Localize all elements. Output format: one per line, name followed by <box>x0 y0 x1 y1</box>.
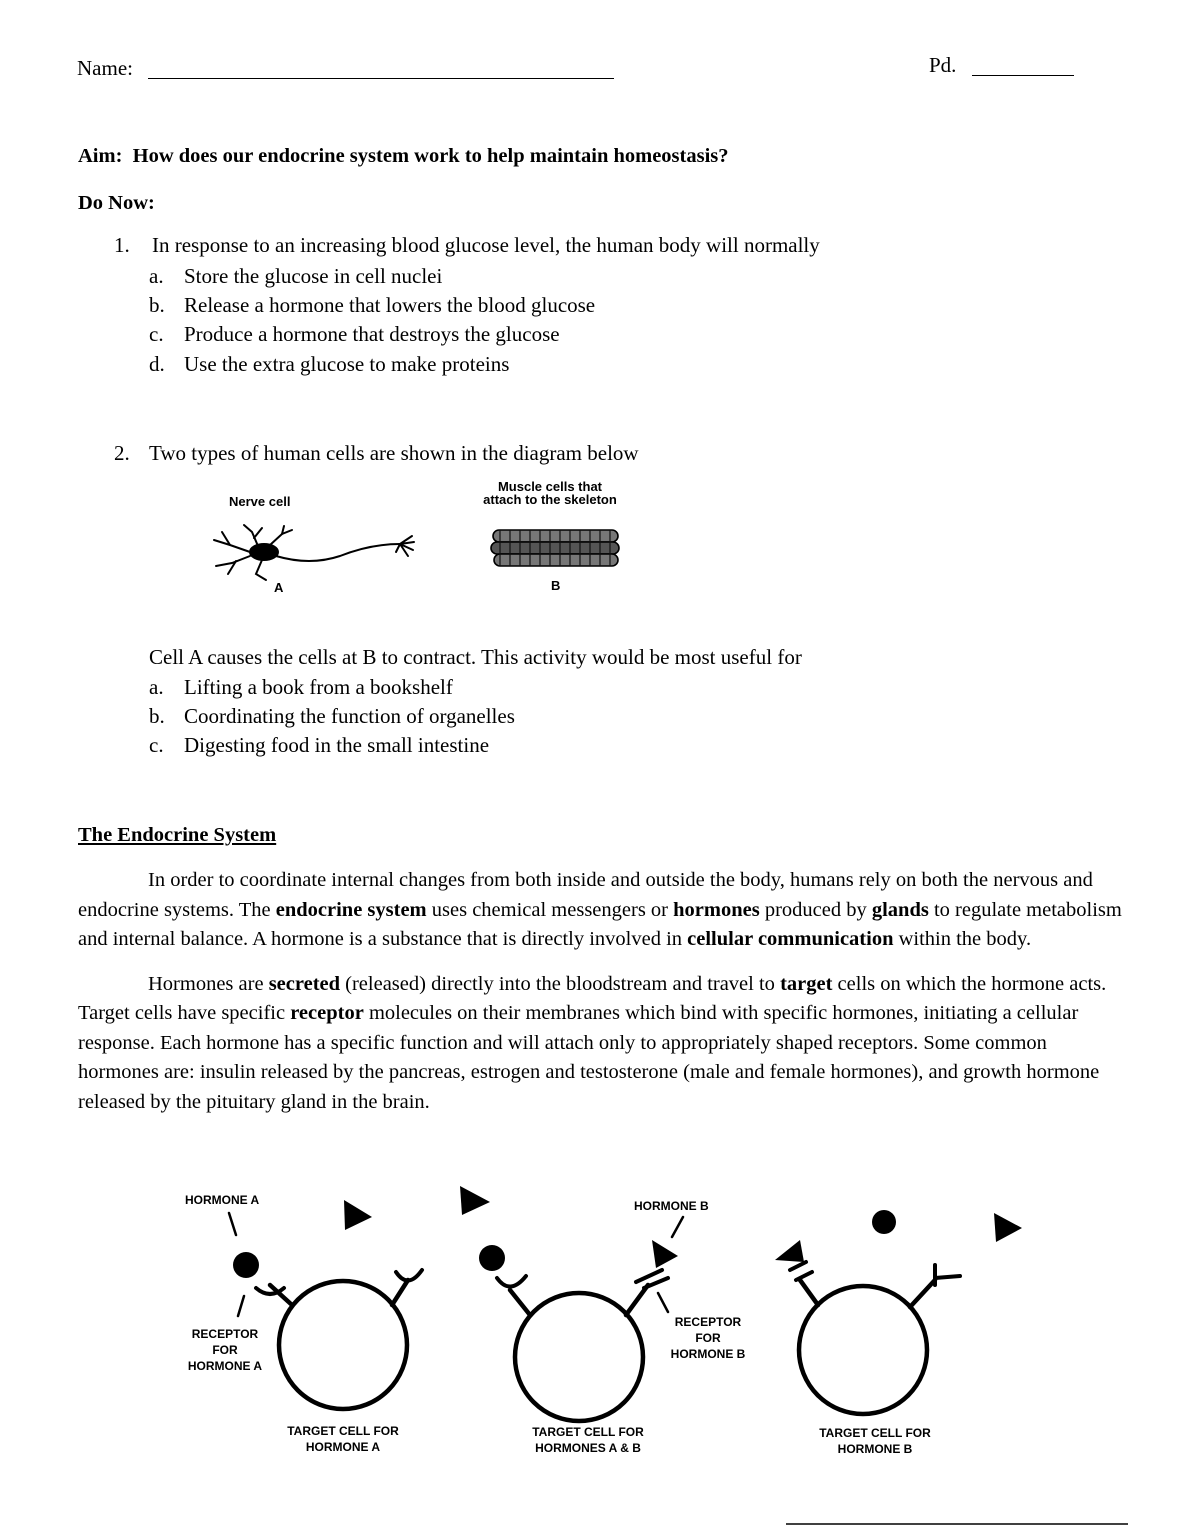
q1-choice-c-letter: c. <box>149 322 164 346</box>
q2-choice-c[interactable]: Digesting food in the small intestine <box>184 733 490 757</box>
p1-run-8: within the body. <box>893 928 1032 950</box>
p1-run-0: In order to coordinate internal changes from both inside and outside the body, humans rely on both the nervous and endocrine systems. The <box>78 869 1093 921</box>
hormone-a-molecule-2 <box>479 1245 505 1271</box>
cell-1-caption-line-2: HORMONE A <box>305 1440 381 1454</box>
muscle-cell-drawing <box>491 530 619 566</box>
cell-2-caption <box>513 1424 663 1456</box>
q2-choice-c-letter: c. <box>149 733 164 757</box>
p2-run-4: cells on which the hormone acts. Target cells have specific <box>78 972 1107 1024</box>
cell-b-label: B <box>551 578 561 593</box>
hormone-b-molecule-2 <box>460 1186 490 1215</box>
q1-choice-b[interactable]: Release a hormone that lowers the blood glucose <box>184 293 596 317</box>
p2-run-0: Hormones are <box>148 972 269 995</box>
q1-choice-a[interactable]: Store the glucose in cell nuclei <box>184 264 443 288</box>
hormone-b-molecule-3 <box>652 1240 678 1268</box>
target-cell-2 <box>515 1293 643 1421</box>
cell-2-caption-line-1: TARGET CELL FOR <box>532 1425 644 1439</box>
q1-choice-b-letter: b. <box>149 293 165 317</box>
receptor-b-line-2: FOR <box>695 1331 721 1345</box>
p2-run-2: (released) directly into the bloodstream and travel to <box>340 972 781 995</box>
cell-1-caption-line-1: TARGET CELL FOR <box>287 1424 399 1438</box>
p1-run-7: cellular communication <box>687 928 894 950</box>
cell-3-caption-line-1: TARGET CELL FOR <box>819 1426 931 1440</box>
q2-choice-a-letter: a. <box>149 675 164 699</box>
hormone-a-label: HORMONE A <box>185 1193 260 1207</box>
q2-stem: Two types of human cells are shown in the diagram below <box>149 441 639 465</box>
period-label: Pd. <box>929 53 957 77</box>
paragraph-1 <box>78 866 1128 955</box>
q1-choice-c[interactable]: Produce a hormone that destroys the glucose <box>184 322 560 346</box>
receptor-a-line-1: RECEPTOR <box>191 1327 259 1341</box>
q1-choice-d-letter: d. <box>149 352 165 376</box>
p1-run-1: endocrine system <box>275 898 427 921</box>
muscle-cell-label-1: Muscle cells that <box>497 479 603 494</box>
q2-choice-a[interactable]: Lifting a book from a bookshelf <box>184 675 453 699</box>
hormone-b-molecule-5 <box>994 1213 1022 1242</box>
p1-run-5: glands <box>871 898 929 921</box>
hormone-b-label: HORMONE B <box>634 1199 709 1213</box>
cell-a-label: A <box>274 580 284 595</box>
p2-run-3: target <box>780 972 833 995</box>
p1-run-3: hormones <box>673 898 760 921</box>
paragraph-2 <box>78 970 1128 1118</box>
q2-choice-b[interactable]: Coordinating the function of organelles <box>184 704 515 728</box>
receptor-b-line-1: RECEPTOR <box>674 1315 742 1329</box>
p1-run-2: uses chemical messengers or <box>426 898 674 921</box>
q2-number: 2. <box>114 441 130 465</box>
nerve-cell-drawing <box>214 525 414 580</box>
cell-1-caption <box>270 1423 416 1455</box>
p1-run-4: produced by <box>759 898 872 921</box>
q2-followup: Cell A causes the cells at B to contract. This activity would be most useful for <box>149 645 802 669</box>
p2-run-6: molecules on their membranes which bind with specific hormones, initiating a cellular response. Each hormone has a specific function and will attach only to appropriately shaped receptors. Some common hormones are: insulin released by the pancreas, estrogen and testosterone (male and female hormones), and growth hormone released by the pituitary gland in the brain. <box>78 1002 1100 1113</box>
cell-3-caption <box>802 1425 948 1457</box>
cell-2-caption-line-2: HORMONES A & B <box>535 1441 641 1455</box>
hormone-a-molecule-1 <box>233 1252 259 1278</box>
section-heading: The Endocrine System <box>78 824 277 846</box>
p2-run-1: secreted <box>268 972 341 995</box>
q2-choice-b-letter: b. <box>149 704 165 728</box>
section-body <box>78 866 1128 1117</box>
q1-stem: In response to an increasing blood glucose level, the human body will normally <box>152 233 820 257</box>
receptor-b-line-3: HORMONE B <box>670 1347 746 1361</box>
q1-choice-d[interactable]: Use the extra glucose to make proteins <box>184 352 510 376</box>
receptor-a-line-3: HORMONE A <box>187 1359 263 1373</box>
hormone-a-molecule-3 <box>872 1210 896 1234</box>
hormone-b-molecule-1 <box>344 1200 372 1230</box>
receptor-b-label <box>660 1314 756 1362</box>
q1-number: 1. <box>114 233 130 257</box>
q1-choice-a-letter: a. <box>149 264 164 288</box>
receptor-a-line-2: FOR <box>212 1343 238 1357</box>
target-cell-1 <box>279 1281 407 1409</box>
cell-3-caption-line-2: HORMONE B <box>837 1442 913 1456</box>
hormone-diagram <box>229 1186 1022 1421</box>
name-label: Name: <box>77 56 133 80</box>
aim-text: How does our endocrine system work to help maintain homeostasis? <box>132 145 729 167</box>
p2-run-5: receptor <box>290 1002 364 1024</box>
hormone-b-molecule-4 <box>775 1240 804 1262</box>
do-now-label: Do Now: <box>78 192 155 214</box>
aim-label: Aim: <box>78 145 123 167</box>
muscle-cell-label-2: attach to the skeleton <box>483 492 617 507</box>
p1-run-6: to regulate metabolism and internal balance. A hormone is a substance that is directly involved in <box>78 898 1122 950</box>
receptor-a-label <box>176 1326 274 1374</box>
nerve-cell-label: Nerve cell <box>229 494 291 509</box>
